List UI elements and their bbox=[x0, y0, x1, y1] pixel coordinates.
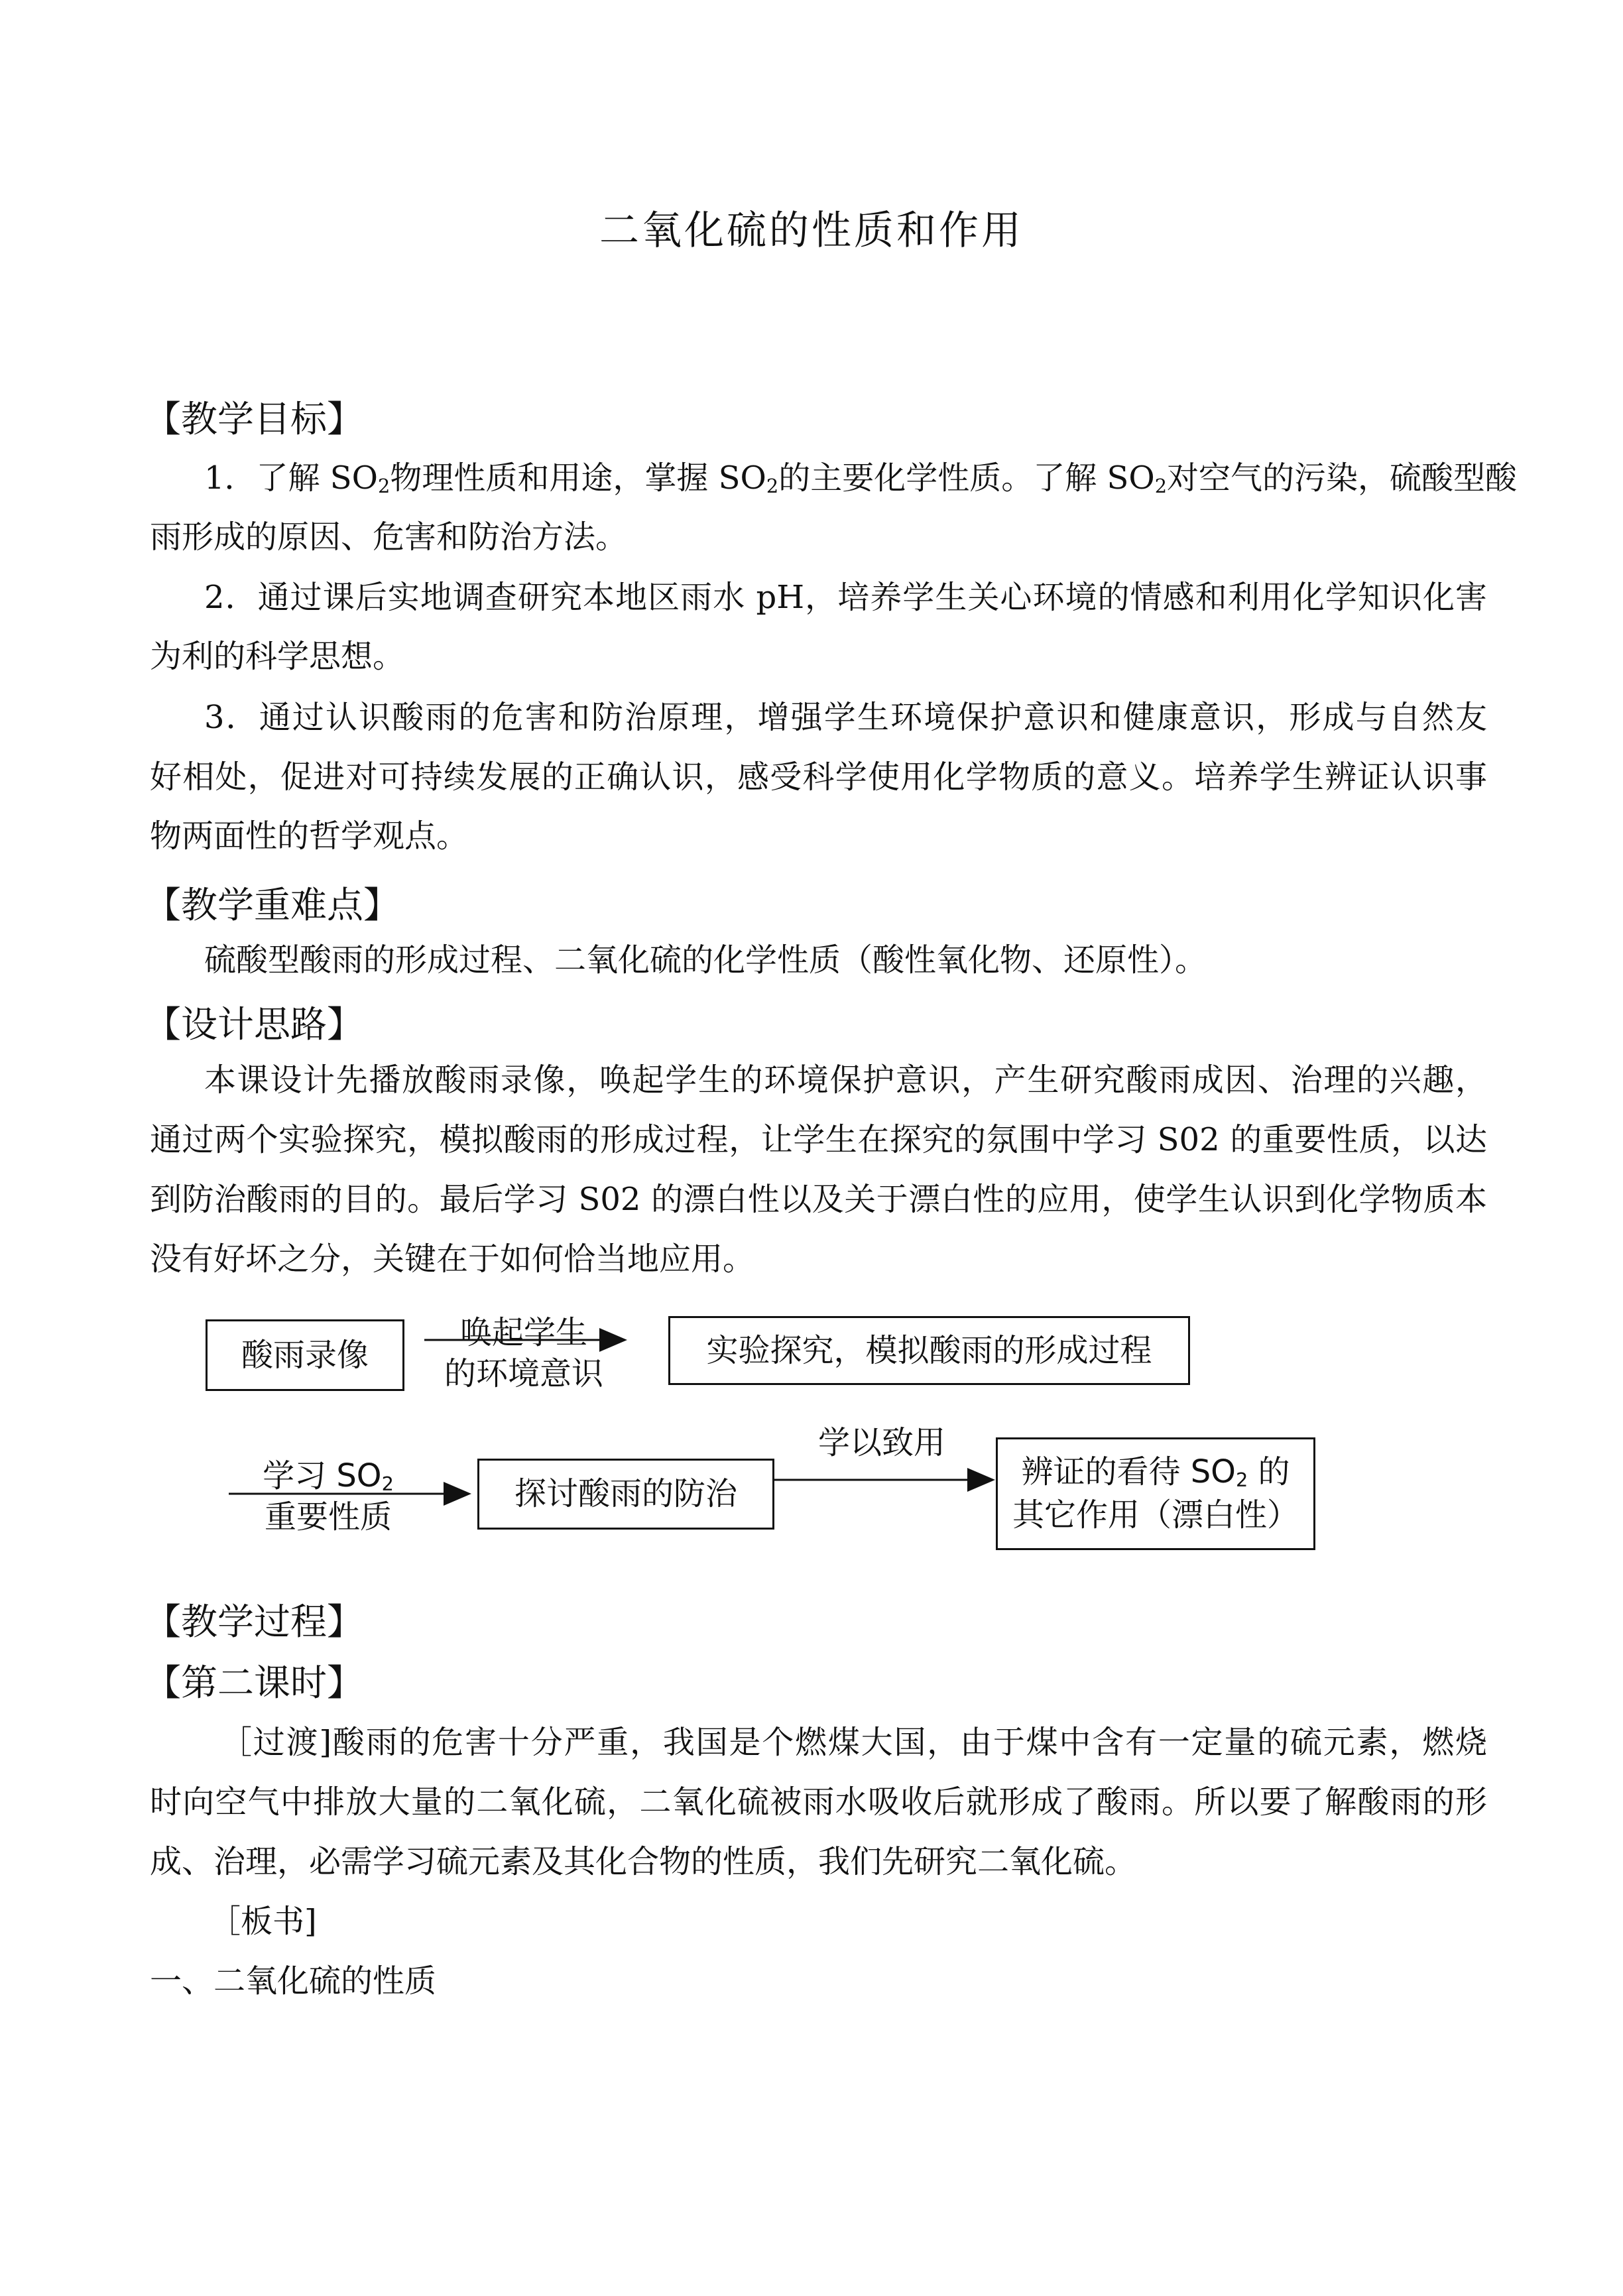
goal-1-line-2: 雨形成的原因、危害和防治方法。 bbox=[150, 518, 628, 556]
goal-3-line-1: 3．通过认识酸雨的危害和防治原理，增强学生环境保护意识和健康意识，形成与自然友 bbox=[204, 699, 1487, 736]
flow-label-learn-so2: 学习 $SO_2$ 重要性质 bbox=[263, 1457, 394, 1536]
subsection-heading: 一、二氧化硫的性质 bbox=[150, 1963, 437, 2000]
section-heading-process: 【教学过程】 bbox=[145, 1601, 364, 1643]
design-line-3: 到防治酸雨的目的。最后学习 S02 的漂白性以及关于漂白性的应用，使学生认识到化学物质本 bbox=[150, 1181, 1487, 1218]
section-heading-design: 【设计思路】 bbox=[145, 1003, 364, 1046]
transition-line-2: 时向空气中排放大量的二氧化硫，二氧化硫被雨水吸收后就形成了酸雨。所以要了解酸雨的形 bbox=[150, 1783, 1487, 1821]
goal-3-line-2: 好相处，促进对可持续发展的正确认识，感受科学使用化学物质的意义。培养学生辨证认识事 bbox=[150, 758, 1487, 796]
section-heading-keypoints: 【教学重难点】 bbox=[145, 884, 400, 926]
section-heading-goals: 【教学目标】 bbox=[145, 398, 364, 440]
flow-label-apply: 学以致用 bbox=[817, 1424, 945, 1461]
keypoints-text: 硫酸型酸雨的形成过程、二氧化硫的化学性质（酸性氧化物、还原性）。 bbox=[204, 941, 1207, 979]
transition-line-1: ［过渡]酸雨的危害十分严重，我国是个燃煤大国，由于煤中含有一定量的硫元素，燃烧 bbox=[220, 1724, 1487, 1761]
flow-box-bleaching: 辨证的看待 $SO_2$ 的 其它作用（漂白性） bbox=[996, 1437, 1315, 1550]
design-line-1: 本课设计先播放酸雨录像，唤起学生的环境保护意识，产生研究酸雨成因、治理的兴趣， bbox=[204, 1061, 1487, 1099]
design-line-2: 通过两个实验探究，模拟酸雨的形成过程，让学生在探究的氛围中学习 S02 的重要性质，以达 bbox=[150, 1121, 1487, 1158]
flow-box-acid-rain-video: 酸雨录像 bbox=[206, 1319, 404, 1391]
flow-box-experiment: 实验探究，模拟酸雨的形成过程 bbox=[668, 1316, 1190, 1385]
design-line-4: 没有好坏之分，关键在于如何恰当地应用。 bbox=[150, 1240, 755, 1278]
goal-1-line-1: 1．了解 $SO_2$物理性质和用途，掌握 $SO_2$的主要化学性质。了解 $SO_2$对空气的污染，硫酸型酸 bbox=[204, 459, 1518, 497]
flow-label-awaken: 唤起学生 的环境意识 bbox=[444, 1314, 603, 1393]
goal-2-line-1: 2．通过课后实地调查研究本地区雨水 pH，培养学生关心环境的情感和利用化学知识化害 bbox=[204, 579, 1487, 616]
goal-3-line-3: 物两面性的哲学观点。 bbox=[150, 817, 469, 855]
page-title: 二氧化硫的性质和作用 bbox=[599, 208, 1024, 254]
board-label: ［板书] bbox=[209, 1903, 317, 1940]
transition-line-3: 成、治理，必需学习硫元素及其化合物的性质，我们先研究二氧化硫。 bbox=[150, 1843, 1137, 1880]
goal-2-line-2: 为利的科学思想。 bbox=[150, 638, 405, 675]
flow-box-prevention: 探讨酸雨的防治 bbox=[477, 1459, 774, 1530]
section-heading-period: 【第二课时】 bbox=[145, 1662, 364, 1704]
